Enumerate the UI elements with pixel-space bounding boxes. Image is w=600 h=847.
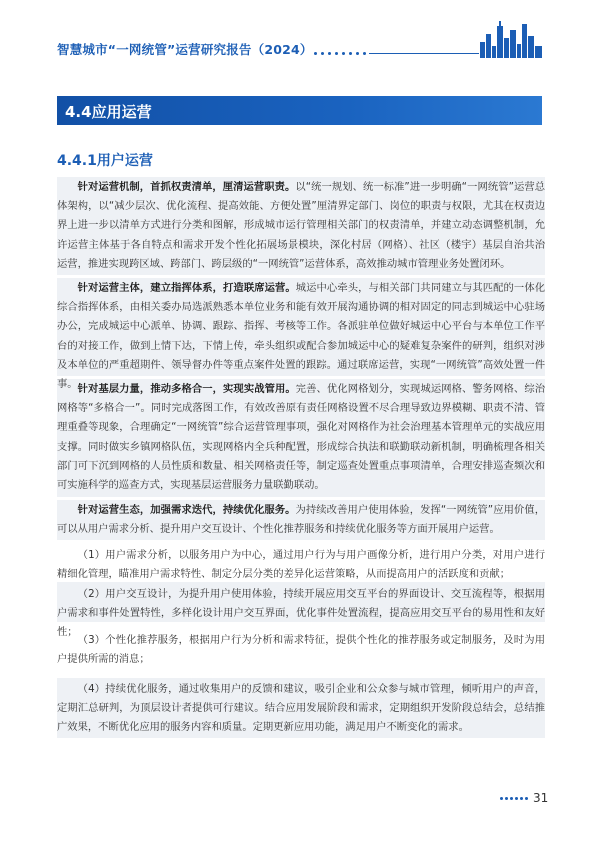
paragraph-lead: 针对基层力量，推动多格合一，实现实战管用。 xyxy=(77,383,296,395)
report-title: 智慧城市“一网统管”运营研究报告（2024） xyxy=(57,42,313,57)
page-header xyxy=(0,0,600,62)
paragraph-operating-ecosystem xyxy=(57,501,545,539)
paragraph-operating-entity xyxy=(57,279,545,394)
section-title: 4.4应用运营 xyxy=(65,103,152,121)
list-item-continuous-optimization: （4）持续优化服务，通过收集用户的反馈和建议，吸引企业和公众参与城市管理，倾听用户的声音，定期汇总研判，为顶层设计者提供可行建议。结合应用发展阶段和需求，定期组织开发阶段总结会，总结推广效果，不断优化应用的服务内容和质量。定期更新应用功能，满足用户不断变化的需求。 xyxy=(57,683,545,734)
paragraph-lead: 针对运营机制，首抓权责清单，厘清运营职责。 xyxy=(77,181,296,193)
paragraph-body: 城运中心牵头，与相关部门共同建立与其匹配的一体化综合指挥体系，由相关委办局选派熟悉本单位业务和能有效开展沟通协调的相对固定的同志到城运中心驻场办公，完成城运中心派单、协调、跟踪、指挥、考核等工作。各派驻单位做好城运中心平台与本单位工作平台的对接工作，做到上情下达，下情上传，牵头组织或配合参加城运中心的疑难复杂案件的研判，组织对涉及本单位的严重超期件、领导督办件等重点案件处置的跟踪。通过联席运营，实现“一网统管”高效处置一件事。 xyxy=(57,282,546,391)
paragraph-operating-mechanism xyxy=(57,178,545,274)
page-number: 31 xyxy=(533,791,549,805)
paragraph-body: 以“统一规划、统一标准”进一步明确“一网统管”运营总体架构，以“减少层次、优化流程、提高效能、方便处置”厘清界定部门、岗位的职责与权限，尤其在权责边界上进一步以清单方式进行分类和图解，形成城市运行管理相关部门的权责清单，并建立动态调整机制，允许运营主体基于各自特点和需求开发个性化拓展场景模块，深化村居（网格）、社区（楼宇）基层自治共治运营，推进实现跨区域、跨部门、跨层级的“一网统管”运营体系，高效推动城市管理业务处置闭环。 xyxy=(57,181,546,270)
list-item-personalized-recommendation: （3）个性化推荐服务，根据用户行为分析和需求特征，提供个性化的推荐服务或定制服务，及时为用户提供所需的消息； xyxy=(57,634,545,666)
paragraph-body: 完善、优化网格划分，实现城运网格、警务网格、综治网格等“多格合一”。同时完成落图工作，有效改善原有责任网格设置不尽合理导致边界模糊、职责不清、管理重叠等现象，合理确定“一网统管”综合运营管理事项，强化对网格作为社会治理基本管理单元的实战应用支撑。同时做实乡镇网格队伍，实现网格内全兵种配置，形成综合执法和联勤联动新机制，明确梳理各相关部门可下沉到网格的人员性质和数量、相关网格责任等，制定巡查处置重点事项清单，合理安排巡查频次和可实施科学的巡查方式，实现基层运营服务力量联勤联动。 xyxy=(57,383,546,492)
subsection-title: 4.4.1用户运营 xyxy=(57,153,153,169)
paragraph-lead: 针对运营生态，加强需求迭代，持续优化服务。 xyxy=(77,504,296,516)
city-skyline-icon xyxy=(480,20,542,58)
list-item-demand-analysis: （1）用户需求分析，以服务用户为中心，通过用户行为与用户画像分析，进行用户分类，对用户进行精细化管理，瞄准用户需求特性、制定分层分类的差异化运营策略，从而提高用户的活跃度和贡献； xyxy=(57,549,545,581)
paragraph-grassroots-force xyxy=(57,380,545,495)
paragraph-lead: 针对运营主体，建立指挥体系，打造联席运营。 xyxy=(77,282,296,294)
footer-dot-divider xyxy=(500,797,530,801)
paragraph-body: 为持续改善用户使用体验，发挥“一网统管”应用价值，可以从用户需求分析、提升用户交互设计、个性化推荐服务和持续优化服务等方面开展用户运营。 xyxy=(57,504,546,536)
list-item-interaction-design: （2）用户交互设计，为提升用户使用体验，持续开展应用交互平台的界面设计、交互流程等，根据用户需求和事件处置特性，多样化设计用户交互界面，优化事件处置流程，提高应用交互平台的易用性和友好性； xyxy=(57,588,545,639)
header-rule xyxy=(369,53,479,54)
section-heading-bar xyxy=(57,96,542,125)
